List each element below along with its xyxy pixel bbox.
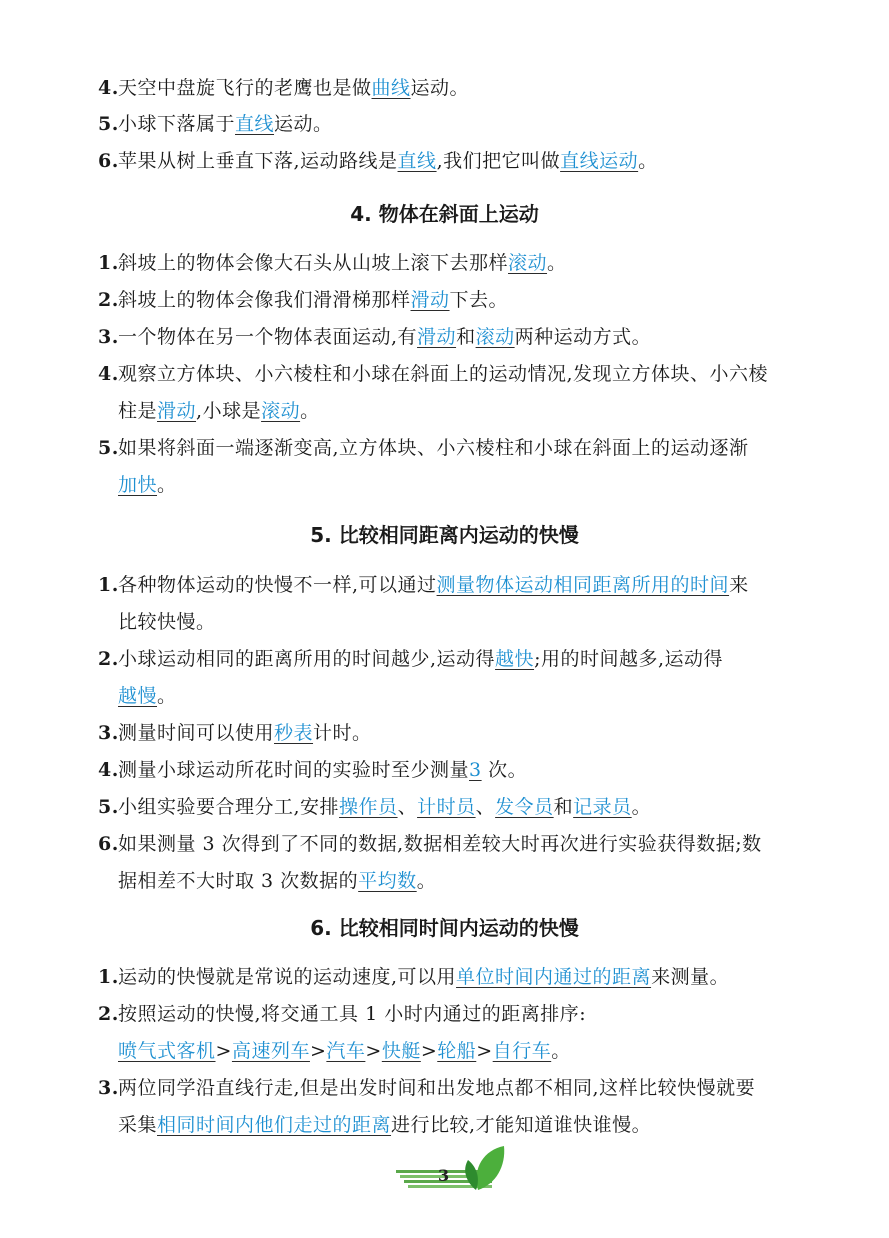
item-text: 、 — [475, 796, 496, 818]
item-number: 5. — [98, 796, 119, 818]
item-number: 1. — [98, 966, 119, 988]
item-text: 计时。 — [313, 722, 372, 744]
item-text: 运动。 — [410, 77, 470, 99]
item-line — [98, 1033, 803, 1070]
item-line — [98, 567, 803, 604]
list-item — [98, 641, 803, 715]
item-text: 下去。 — [449, 289, 509, 311]
item-text: 。 — [157, 474, 177, 496]
item-text: 。 — [157, 685, 177, 707]
answer-keyword: 秒表 — [274, 722, 314, 744]
answer-keyword: 直线运动 — [560, 150, 639, 172]
item-text: 。 — [638, 150, 658, 172]
item-line — [98, 393, 803, 430]
item-line — [98, 70, 803, 107]
item-line — [98, 996, 803, 1033]
answer-keyword: 滚动 — [508, 252, 548, 274]
item-line — [98, 678, 803, 715]
answer-keyword: 轮船 — [437, 1040, 477, 1062]
item-number: 3. — [98, 722, 119, 744]
list-item — [98, 245, 803, 282]
answer-keyword: 计时员 — [417, 796, 476, 818]
item-text: 次。 — [481, 759, 528, 781]
list-item — [98, 826, 803, 900]
item-text: 、 — [397, 796, 418, 818]
answer-keyword: 操作员 — [339, 796, 398, 818]
item-text: 两种运动方式。 — [514, 326, 652, 348]
item-text: > — [215, 1040, 232, 1062]
answer-keyword: 滚动 — [475, 326, 515, 348]
item-text: 斜坡上的物体会像我们滑滑梯那样 — [118, 289, 411, 311]
section-heading: 5. 比较相同距离内运动的快慢 — [310, 523, 579, 547]
list-item — [98, 282, 803, 319]
item-line — [98, 467, 803, 504]
section-heading: 4. 物体在斜面上运动 — [350, 202, 539, 226]
list-item — [98, 1070, 803, 1144]
item-line — [98, 245, 803, 282]
item-text: 各种物体运动的快慢不一样,可以通过 — [118, 574, 437, 596]
item-number: 2. — [98, 289, 119, 311]
list-item — [98, 356, 803, 430]
answer-keyword: 直线 — [397, 150, 437, 172]
item-text: 进行比较,才能知道谁快谁慢。 — [391, 1114, 652, 1136]
item-text: ;用的时间越多,运动得 — [534, 648, 724, 670]
item-number: 6. — [98, 150, 119, 172]
item-line — [98, 282, 803, 319]
item-number: 4. — [98, 759, 119, 781]
item-text: 测量时间可以使用 — [118, 722, 275, 744]
item-text: 小球下落属于 — [118, 113, 236, 135]
item-text: 。 — [547, 252, 567, 274]
item-text: 观察立方体块、小六棱柱和小球在斜面上的运动情况,发现立方体块、小六棱 — [118, 363, 769, 385]
page-footer — [392, 1138, 512, 1198]
answer-keyword: 单位时间内通过的距离 — [456, 966, 652, 988]
list-item — [98, 143, 803, 180]
answer-keyword: 滚动 — [261, 400, 301, 422]
item-line — [98, 789, 803, 826]
item-text: ,我们把它叫做 — [436, 150, 561, 172]
item-line — [98, 715, 803, 752]
answer-keyword: 记录员 — [573, 796, 632, 818]
item-text: 柱是 — [118, 400, 158, 422]
item-text: ,小球是 — [196, 400, 262, 422]
item-text: 小球运动相同的距离所用的时间越少,运动得 — [118, 648, 496, 670]
list-item — [98, 959, 803, 996]
leaf-book-icon — [392, 1138, 512, 1198]
item-text: 小组实验要合理分工,安排 — [118, 796, 340, 818]
item-text: 来 — [729, 574, 749, 596]
item-line — [98, 863, 803, 900]
item-text: 苹果从树上垂直下落,运动路线是 — [118, 150, 398, 172]
item-text: 运动。 — [274, 113, 333, 135]
item-text: 。 — [631, 796, 652, 818]
list-item — [98, 752, 803, 789]
list-item — [98, 70, 803, 107]
item-text: 据相差不大时取 3 次数据的 — [118, 870, 359, 892]
item-number: 5. — [98, 437, 119, 459]
answer-keyword: 直线 — [235, 113, 275, 135]
item-number: 5. — [98, 113, 119, 135]
item-text: 如果测量 3 次得到了不同的数据,数据相差较大时再次进行实验获得数据;数 — [118, 833, 762, 855]
item-text: 一个物体在另一个物体表面运动,有 — [118, 326, 418, 348]
list-item — [98, 715, 803, 752]
item-number: 4. — [98, 77, 119, 99]
item-text: 。 — [416, 870, 437, 892]
answer-keyword: 相同时间内他们走过的距离 — [157, 1114, 392, 1136]
item-text: 来测量。 — [651, 966, 730, 988]
item-number: 1. — [98, 252, 119, 274]
answer-keyword: 越快 — [495, 648, 535, 670]
item-line — [98, 430, 803, 467]
item-line — [98, 959, 803, 996]
item-line — [98, 826, 803, 863]
item-number: 3. — [98, 326, 119, 348]
item-line — [98, 1070, 803, 1107]
item-text: 。 — [551, 1040, 571, 1062]
list-item — [98, 430, 803, 504]
section-heading: 6. 比较相同时间内运动的快慢 — [310, 916, 579, 940]
item-text: 采集 — [118, 1114, 158, 1136]
item-number: 4. — [98, 363, 119, 385]
answer-keyword: 曲线 — [371, 77, 411, 99]
answer-keyword: 发令员 — [495, 796, 554, 818]
item-text: > — [365, 1040, 382, 1062]
item-line — [98, 604, 803, 641]
item-line — [98, 143, 803, 180]
item-text: 斜坡上的物体会像大石头从山坡上滚下去那样 — [118, 252, 509, 274]
answer-keyword: 3 — [469, 759, 482, 781]
item-text: 和 — [553, 796, 574, 818]
answer-keyword: 测量物体运动相同距离所用的时间 — [436, 574, 730, 596]
item-number: 1. — [98, 574, 119, 596]
item-text: 测量小球运动所花时间的实验时至少测量 — [118, 759, 470, 781]
item-line — [98, 319, 803, 356]
item-text: 比较快慢。 — [118, 611, 216, 633]
answer-keyword: 汽车 — [326, 1040, 366, 1062]
item-text: 和 — [456, 326, 476, 348]
list-item — [98, 106, 803, 143]
answer-keyword: 滑动 — [410, 289, 450, 311]
answer-keyword: 平均数 — [358, 870, 417, 892]
answer-keyword: 加快 — [118, 474, 158, 496]
item-number: 2. — [98, 1003, 119, 1025]
answer-keyword: 快艇 — [381, 1040, 421, 1062]
item-line — [98, 106, 803, 143]
item-text: 如果将斜面一端逐渐变高,立方体块、小六棱柱和小球在斜面上的运动逐渐 — [118, 437, 749, 459]
item-text: 天空中盘旋飞行的老鹰也是做 — [118, 77, 372, 99]
page-number: 3 — [438, 1166, 450, 1185]
answer-keyword: 滑动 — [157, 400, 197, 422]
item-text: > — [420, 1040, 438, 1062]
answer-keyword: 高速列车 — [231, 1040, 310, 1062]
item-line — [98, 356, 803, 393]
item-number: 3. — [98, 1077, 119, 1099]
answer-keyword: 滑动 — [417, 326, 457, 348]
item-number: 2. — [98, 648, 119, 670]
answer-keyword: 越慢 — [118, 685, 158, 707]
list-item — [98, 996, 803, 1070]
answer-keyword: 喷气式客机 — [118, 1040, 216, 1062]
item-line — [98, 641, 803, 678]
leaf-shape — [476, 1146, 504, 1190]
list-item — [98, 789, 803, 826]
item-text: 。 — [300, 400, 320, 422]
item-text: > — [476, 1040, 493, 1062]
list-item — [98, 567, 803, 641]
item-number: 6. — [98, 833, 119, 855]
list-item — [98, 319, 803, 356]
item-line — [98, 752, 803, 789]
answer-keyword: 自行车 — [492, 1040, 552, 1062]
item-text: 运动的快慢就是常说的运动速度,可以用 — [118, 966, 457, 988]
item-text: 两位同学沿直线行走,但是出发时间和出发地点都不相同,这样比较快慢就要 — [118, 1077, 756, 1099]
item-text: 按照运动的快慢,将交通工具 1 小时内通过的距离排序: — [118, 1003, 587, 1025]
item-text: > — [309, 1040, 327, 1062]
